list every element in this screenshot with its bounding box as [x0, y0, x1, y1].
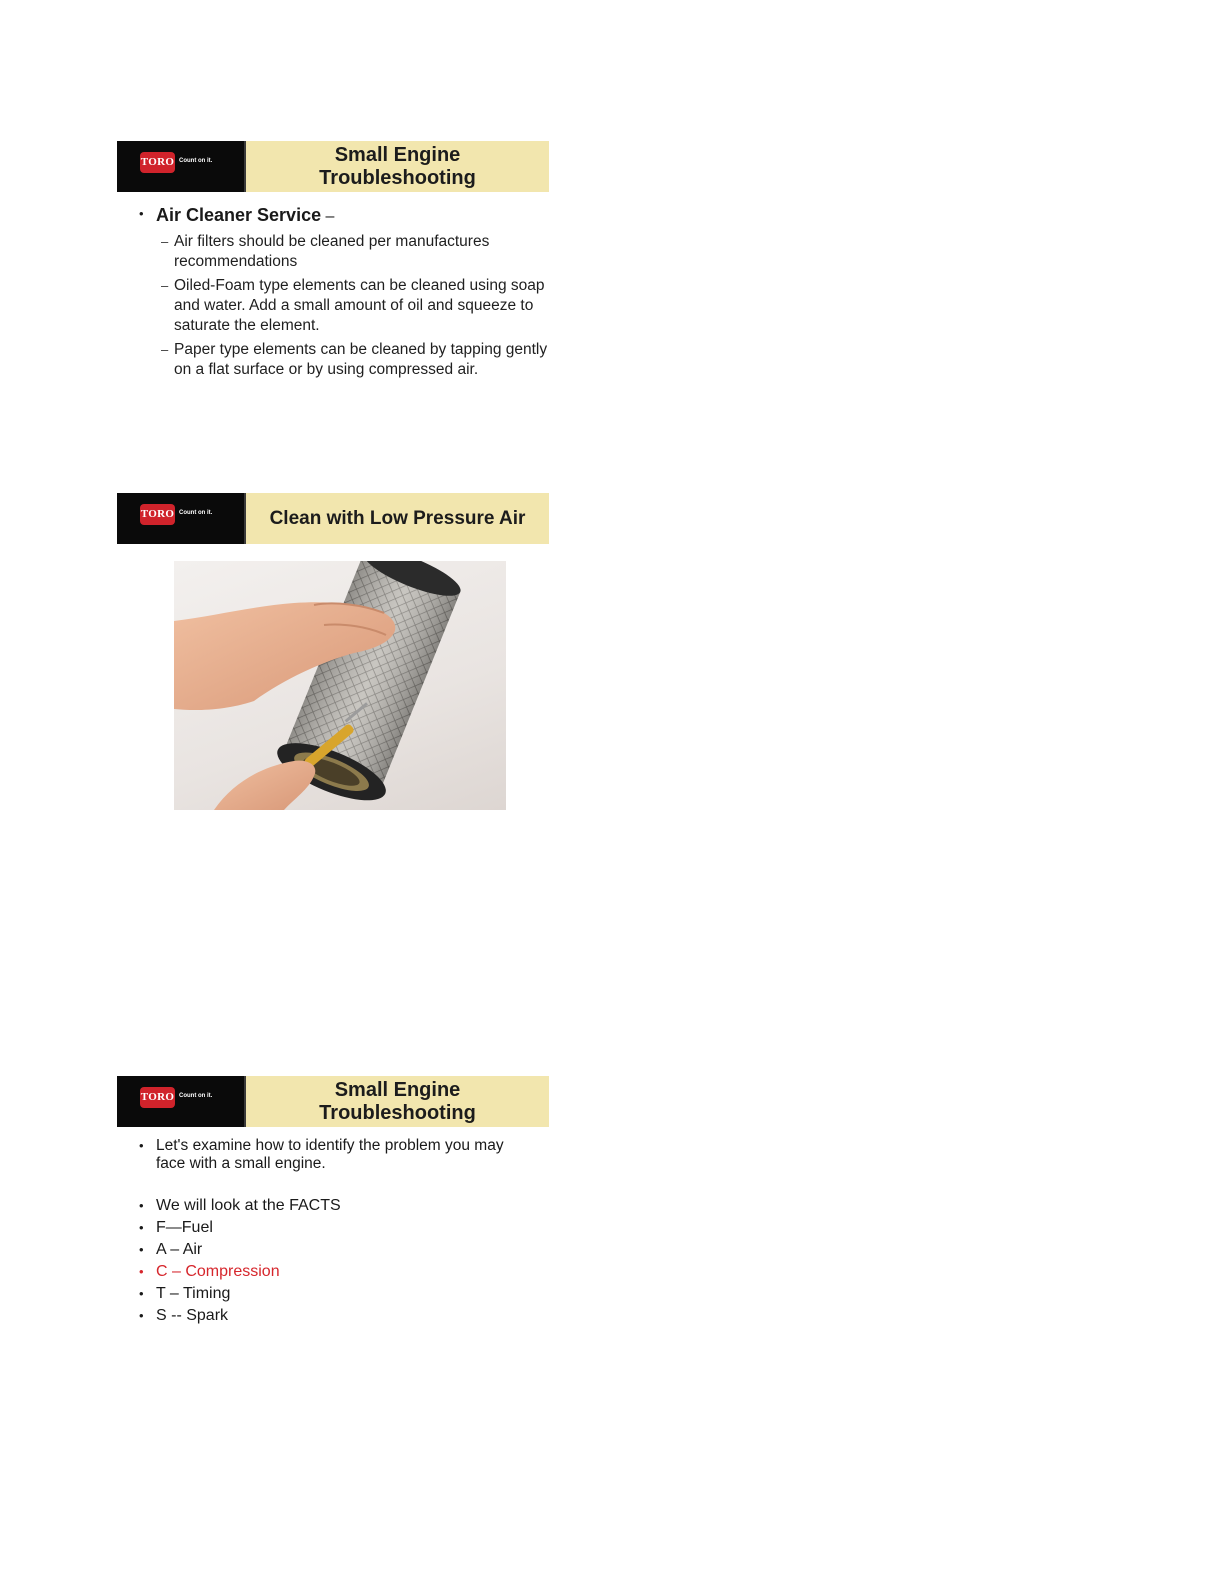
intro-bullet-list — [117, 1137, 549, 1173]
list-item — [117, 205, 549, 380]
logo-tagline: Count on it. — [179, 158, 213, 164]
slide-title-line-1: Small Engine — [334, 1078, 461, 1101]
air-filter-illustration — [174, 561, 506, 810]
toro-brand-mark: TORO — [140, 1087, 175, 1108]
bullet-heading-suffix: – — [325, 208, 335, 225]
list-item: • We will look at the FACTS — [117, 1197, 549, 1215]
slide-title-line-2: Troubleshooting — [319, 166, 476, 189]
toro-logo — [117, 1076, 246, 1127]
toro-brand-mark: TORO — [140, 504, 175, 525]
toro-brand-mark: TORO — [140, 152, 175, 173]
sub-bullet-item: – Paper type elements can be cleaned by tapping gently on a flat surface or by using compressed air. — [117, 340, 549, 380]
title-bar — [246, 493, 549, 544]
toro-logo — [117, 493, 246, 544]
list-item: • T – Timing — [117, 1285, 549, 1303]
title-bar — [246, 1076, 549, 1127]
slide-header — [117, 1076, 549, 1127]
logo-tagline: Count on it. — [179, 1093, 213, 1099]
list-item: • A – Air — [117, 1241, 549, 1259]
slide-title-line-1: Small Engine — [334, 143, 461, 166]
list-item-highlighted: • C – Compression — [117, 1263, 549, 1281]
logo-tagline: Count on it. — [179, 510, 213, 516]
list-item: • Let's examine how to identify the problem you may face with a small engine. — [117, 1137, 549, 1173]
slide-clean-with-low-pressure-air — [117, 493, 549, 823]
facts-list — [117, 1197, 549, 1325]
slide-title-line-2: Troubleshooting — [319, 1101, 476, 1124]
sub-bullet-item: – Air filters should be cleaned per manufactures recommendations — [117, 232, 549, 272]
list-item: • S -- Spark — [117, 1307, 549, 1325]
slide-header — [117, 141, 549, 192]
title-bar — [246, 141, 549, 192]
slide-header — [117, 493, 549, 544]
air-filter-photo — [174, 561, 506, 810]
bullet-list — [117, 205, 549, 380]
bullet-heading: Air Cleaner Service — [156, 205, 322, 225]
slide-title — [319, 144, 476, 190]
list-item: • F—Fuel — [117, 1219, 549, 1237]
sub-bullet-item: – Oiled-Foam type elements can be cleaned using soap and water. Add a small amount of oil and squeeze to saturate the element. — [117, 276, 549, 336]
slide-facts — [117, 1076, 549, 1329]
slide-air-cleaner-service — [117, 141, 549, 384]
sub-bullet-list — [156, 232, 549, 380]
slide-title: Clean with Low Pressure Air — [269, 508, 526, 529]
toro-logo — [117, 141, 246, 192]
slide-title — [319, 1079, 476, 1125]
